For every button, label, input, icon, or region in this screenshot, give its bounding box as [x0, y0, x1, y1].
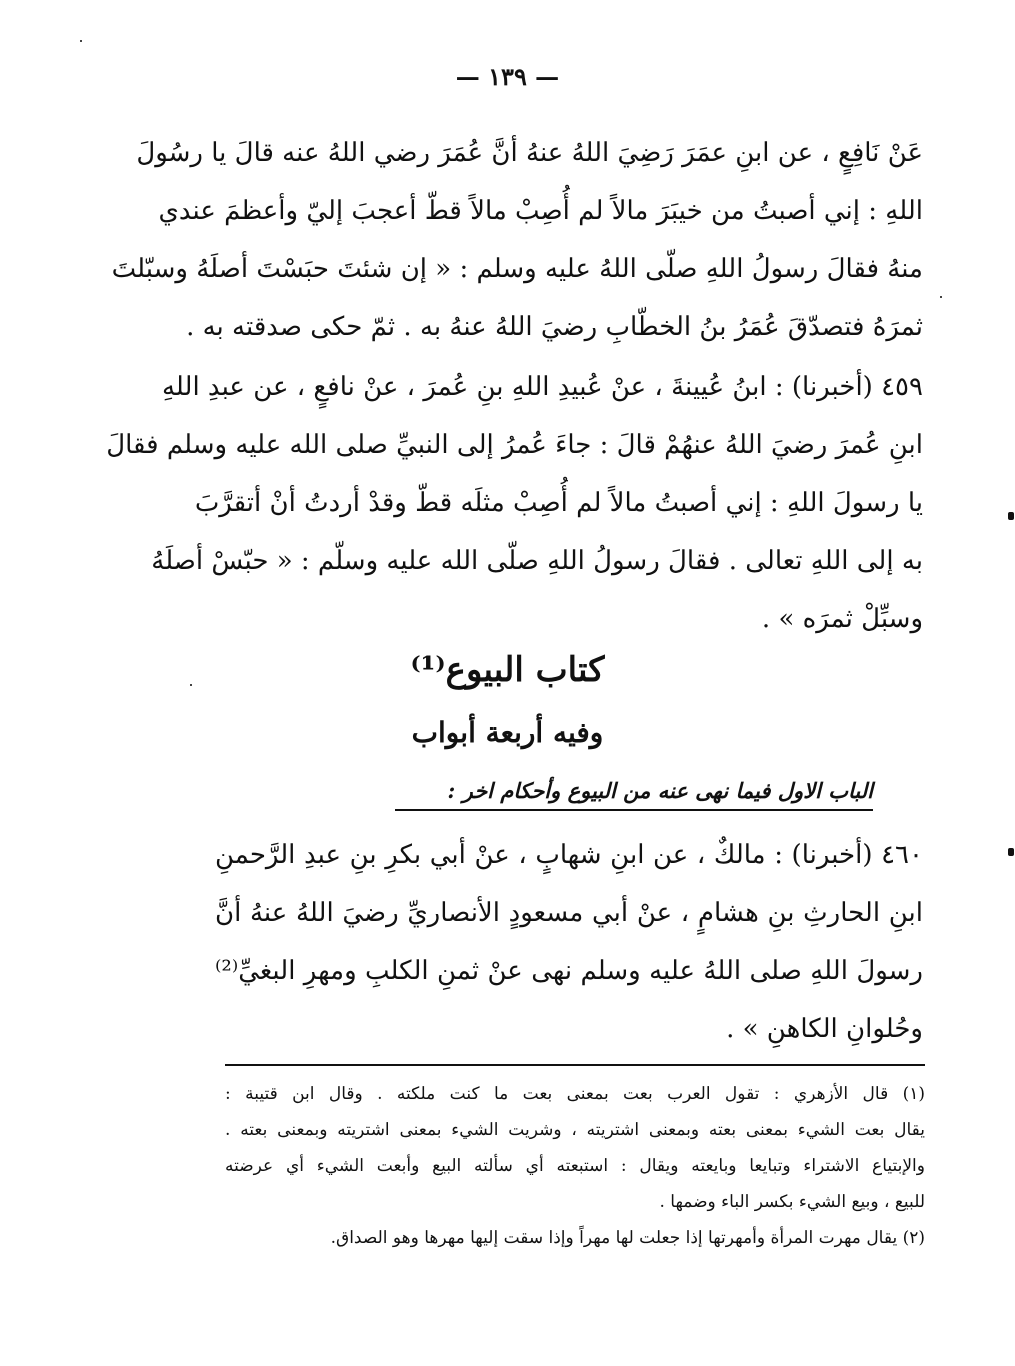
margin-mark — [1008, 848, 1014, 856]
chapter-heading: الباب الاول فيما نهى عنه من البيوع وأحكام اخر : — [395, 778, 873, 811]
text-line: به إلى اللهِ تعالى . فقالَ رسولُ اللهِ صلّى الله عليه وسلّم : « حبّسْ أصلَهُ — [151, 546, 923, 576]
margin-mark — [1008, 512, 1014, 520]
footnotes — [225, 1076, 925, 1256]
text-line: رسولَ اللهِ صلى اللهُ عليه وسلم نهى عنْ ثمنِ الكلبِ ومهرِ البغيِّ⁽²⁾ — [215, 956, 923, 986]
page-number: — ١٣٩ — — [455, 62, 560, 91]
text-line: ابنِ الحارثِ بنِ هشامٍ ، عنْ أبي مسعودٍ الأنصاريِّ رضيَ اللهُ عنهُ أنَّ — [215, 898, 923, 928]
text-line: منهُ فقالَ رسولُ اللهِ صلّى اللهُ عليه وسلم : « إن شئتَ حبَسْتَ أصلَهُ وسبّلتَ — [111, 254, 923, 284]
footnote-line: والإبتياع الاشتراء وتبايعا وبايعته ويقال : استبعته أي سألته البيع وأبعت الشيء أي عرضته — [225, 1156, 925, 1176]
text-line: وسبِّلْ ثمرَه » . — [761, 604, 923, 634]
scan-speck — [940, 296, 942, 298]
hadith-460 — [215, 826, 923, 1058]
footnote-line: (١) قال الأزهري : تقول العرب بعت بمعنى بعت ما كنت ملكته . وقال ابن قتيبة : — [225, 1084, 925, 1104]
text-line: عَنْ نَافِعٍ ، عن ابنِ عمَرَ رَضِيَ اللهُ عنهُ أنَّ عُمَرَ رضي اللهُ عنه قالَ يا رسُولَ — [136, 138, 923, 168]
text-line: ابنِ عُمرَ رضيَ اللهُ عنهُمْ قالَ : جاءَ عُمرُ إلى النبيِّ صلى الله عليه وسلم فقالَ — [106, 430, 923, 460]
text-line: يا رسولَ اللهِ : إني أصبتُ مالاً لم أُصِبْ مثلَه قطّ وقدْ أردتُ أنْ أتقرَّبَ — [194, 488, 923, 518]
text-line: ٤٦٠ (أخبرنا) : مالكٌ ، عن ابنِ شهابٍ ، عنْ أبي بكرِ بنِ عبدِ الرَّحمنِ — [215, 840, 923, 870]
text-line: اللهِ : إني أصبتُ من خيبَرَ مالاً لم أُصِبْ مالاً قطّ أعجبَ إليّ وأعظمَ عندي — [158, 196, 923, 226]
text-line: ثمرَهُ فتصدّقَ عُمَرُ بنُ الخطّابِ رضيَ اللهُ عنهُ به . ثمّ حكى صدقته به . — [186, 312, 923, 342]
scan-speck — [190, 684, 192, 686]
footnote-divider — [225, 1064, 925, 1066]
footnote-line: للبيع ، وبيع الشيء بكسر الباء وضمها . — [659, 1192, 925, 1212]
book-subtitle: وفيه أربعة أبواب — [411, 716, 604, 749]
footnote-line: يقال بعت الشيء بمعنى بعته وبمعنى اشتريته ، وشريت الشيء بمعنى اشتريته وبمعنى بعته . — [225, 1120, 925, 1140]
footnote-line: (٢) يقال مهرت المرأة وأمهرتها إذا جعلت لها مهراً وإذا سقت إليها مهرها وهو الصداق. — [330, 1228, 925, 1248]
text-line: ٤٥٩ (أخبرنا) : ابنُ عُيينةَ ، عنْ عُبيدِ اللهِ بنِ عُمرَ ، عنْ نافعٍ ، عن عبدِ اللهِ — [161, 372, 923, 402]
scan-speck — [80, 40, 82, 42]
text-line: وحُلوانِ الكاهنِ » . — [726, 1014, 923, 1044]
book-title: كتاب البيوع⁽¹⁾ — [410, 650, 605, 690]
top-paragraph — [111, 124, 923, 356]
hadith-459 — [106, 358, 923, 648]
